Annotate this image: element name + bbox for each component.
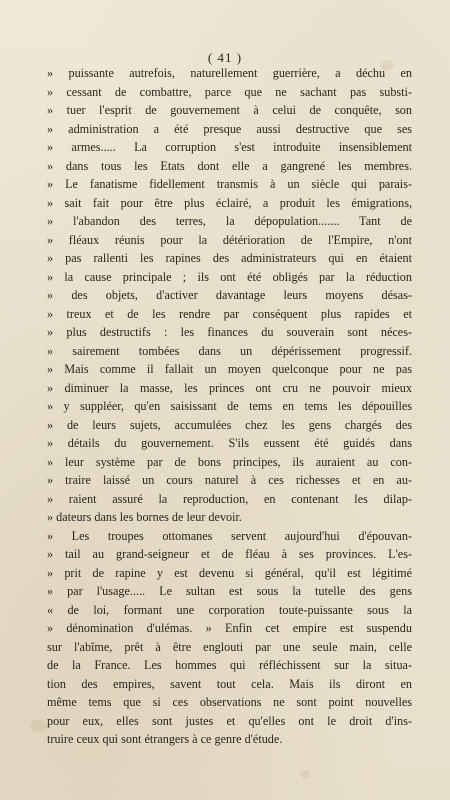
text-line: » Le fanatisme fidellement transmis à un siècle qui parais- bbox=[47, 177, 412, 191]
text-line: » fléaux réunis pour la détérioration de l'Empire, n'ont bbox=[47, 232, 412, 247]
text-line: » raient assuré la reproduction, en contenant les dilap- bbox=[47, 491, 412, 506]
text-line: » l'abandon des terres, la dépopulation....... Tant de bbox=[47, 214, 412, 228]
text-line: » la cause principale ; ils ont été obligés par la réduction bbox=[47, 269, 412, 284]
text-line: » sairement tombées dans un dépérissement progressif. bbox=[47, 343, 412, 358]
text-line: pour eux, elles sont justes et qu'elles ont le droit d'ins- bbox=[47, 713, 412, 728]
text-line: » détails du gouvernement. S'ils eussent été guidés dans bbox=[47, 436, 412, 450]
text-line: » treux et de les rendre par conséquent plus rapides et bbox=[47, 306, 412, 321]
text-line: » Mais comme il fallait un moyen quelconque pour ne pas bbox=[47, 362, 412, 376]
page-number: ( 41 ) bbox=[207, 50, 243, 65]
text-line: » diminuer la masse, les princes ont cru ne pouvoir mieux bbox=[47, 380, 412, 395]
body-text bbox=[47, 64, 412, 749]
text-line: » y suppléer, qu'en saisissant de tems en tems les dépouilles bbox=[47, 399, 412, 413]
text-line: « de loi, formant une corporation toute-puissante sous la bbox=[47, 602, 412, 617]
text-line: » armes..... La corruption s'est introduite insensiblement bbox=[47, 140, 412, 154]
text-line: » Les troupes ottomanes servent aujourd'hui d'épouvan- bbox=[47, 528, 412, 543]
text-line: » dénomination d'ulémas. » Enfin cet empire est suspendu bbox=[47, 621, 412, 635]
text-line: » dans tous les Etats dont elle a gangrené les membres. bbox=[47, 158, 412, 173]
text-line: » tuer l'esprit de gouvernement à celui de conquête, son bbox=[47, 103, 412, 117]
text-line: » de leurs sujets, accumulées chez les gens chargés des bbox=[47, 417, 412, 432]
text-line: » puissante autrefois, naturellement guerrière, a déchu en bbox=[47, 66, 412, 80]
text-line: » des objets, d'activer davantage leurs moyens désas- bbox=[47, 288, 412, 302]
text-line: truire ceux qui sont étrangers à ce genre d'étude. bbox=[47, 732, 283, 746]
text-line: » tail au grand-seigneur et de fléau à ses provinces. L'es- bbox=[47, 547, 412, 561]
text-line: » dateurs dans les bornes de leur devoir. bbox=[47, 510, 242, 524]
text-line: » traire laissé un cours naturel à ces richesses et en au- bbox=[47, 473, 412, 487]
text-line: » par l'usage..... Le sultan est sous la tutelle des gens bbox=[47, 584, 412, 598]
text-line: sur l'abîme, prêt à être englouti par une seule main, celle bbox=[47, 639, 412, 654]
text-line: » plus destructifs : les finances du souverain sont néces- bbox=[47, 325, 412, 339]
text-line: tion des empires, savent tout cela. Mais ils diront en bbox=[47, 676, 412, 691]
text-line: de la France. Les hommes qui réfléchissent sur la situa- bbox=[47, 658, 412, 672]
paper-stain bbox=[30, 720, 48, 732]
text-line: » administration a été presque aussi destructive que ses bbox=[47, 121, 412, 136]
paper-stain bbox=[300, 770, 310, 778]
text-line: » prit de rapine y est devenu si général, qu'il est légitimé bbox=[47, 565, 412, 580]
text-line: » pas rallenti les rapines des administrateurs qui en étaient bbox=[47, 251, 412, 265]
text-line: » cessant de combattre, parce que ne sachant pas substi- bbox=[47, 84, 412, 99]
text-line: même tems que si ces observations ne sont point nouvelles bbox=[47, 695, 412, 709]
text-line: » sait fait pour être plus éclairé, a produit les émigrations, bbox=[47, 195, 412, 210]
text-line: » leur système par de bons principes, ils auraient au con- bbox=[47, 454, 412, 469]
